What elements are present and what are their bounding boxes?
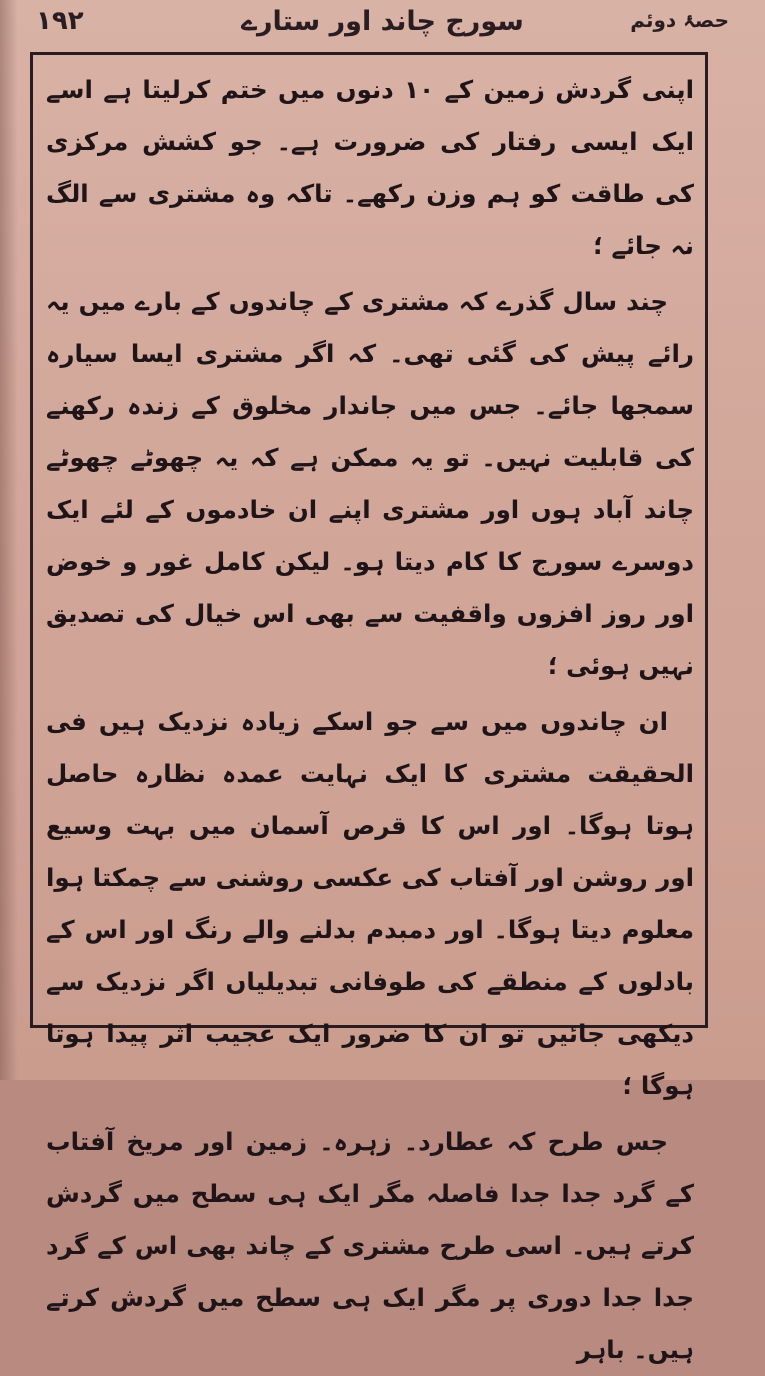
binding-shadow: [0, 0, 18, 1080]
paragraph-2: چند سال گذرے کہ مشتری کے چاندوں کے بارے میں یہ رائے پیش کی گئی تھی۔ کہ اگر مشتری ایسا سیارہ سمجھا جائے۔ جس میں جاندار مخلوق کے زندہ رکھنے کی قابلیت نہیں۔ تو یہ ممکن ہے کہ یہ چھوٹے چھوٹے چاند آباد ہوں اور مشتری اپنے ان خادموں کے لئے ایک دوسرے سورج کا کام دیتا ہو۔ لیکن کامل غور و خوض اور روز افزوں واقفیت سے بھی اس خیال کی تصدیق نہیں ہوئی ؛: [46, 287, 694, 680]
part-label: حصۂ دوئم: [630, 8, 729, 32]
running-title: سورج چاند اور ستارے: [241, 6, 524, 37]
page-number: ۱۹۲: [36, 6, 84, 36]
paragraph-3: ان چاندوں میں سے جو اسکے زیادہ نزدیک ہیں فی الحقیقت مشتری کا ایک نہایت عمدہ نظارہ حاصل ہوتا ہوگا۔ اور اس کا قرص آسمان میں بہت وسیع اور روشن اور آفتاب کی عکسی روشنی سے چمکتا ہوا معلوم دیتا ہوگا۔ اور دمبدم بدلنے والے رنگ اور اس کے بادلوں کے منطقے کی طوفانی تبدیلیاں اگر نزدیک سے دیکھی جائیں تو ان کا ضرور ایک عجیب اثر پیدا ہوتا ہوگا ؛: [45, 707, 694, 1100]
page-header: [28, 4, 737, 48]
paragraph-4: جس طرح کہ عطارد۔ زہرہ۔ زمین اور مریخ آفتاب کے گرد جدا جدا فاصلہ مگر ایک ہی سطح میں گردش کرتے ہیں۔ اسی طرح مشتری کے چاند بھی اس کے گرد جدا جدا دوری پر مگر ایک ہی سطح میں گردش کرتے ہیں۔ باہر: [46, 1127, 694, 1364]
paragraph-1: اپنی گردش زمین کے ۱۰ دنوں میں ختم کرلیتا ہے اسے ایک ایسی رفتار کی ضرورت ہے۔ جو کشش مرکزی کی طاقت کو ہم وزن رکھے۔ تاکہ وہ مشتری سے الگ نہ جائے ؛: [46, 75, 694, 260]
body-text: [46, 64, 694, 1376]
